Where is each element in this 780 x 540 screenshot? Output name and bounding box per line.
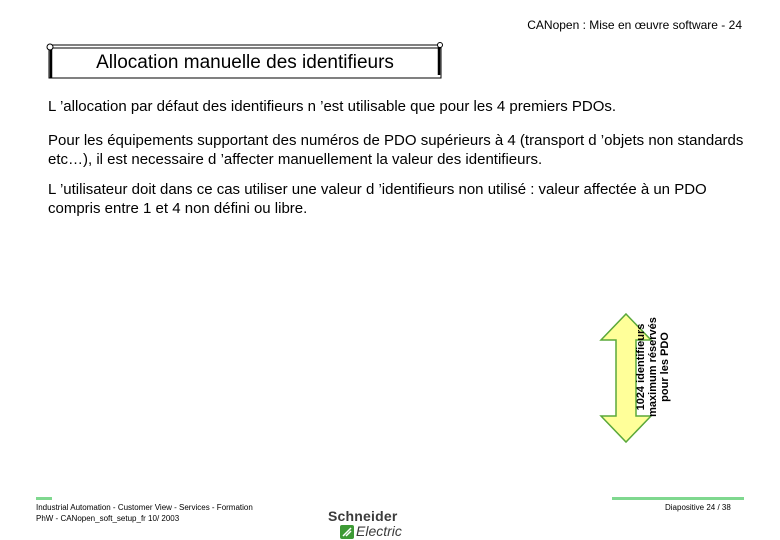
logo-mark-icon <box>340 525 354 539</box>
arrow-label-line: pour les PDO <box>659 332 671 402</box>
logo-text-bottom: Electric <box>356 523 402 539</box>
schneider-electric-logo <box>326 508 426 540</box>
paragraph-default-allocation: L ’allocation par défaut des identifieurs n ’est utilisable que pour les 4 premiers PDOs. <box>48 98 617 115</box>
arrow-label-line: maximum réservés <box>647 317 659 417</box>
footer-accent-bar-right <box>612 497 744 500</box>
arrow-label <box>635 305 671 429</box>
title-banner <box>46 42 444 80</box>
arrow-label-line: 1024 identifieurs <box>635 323 647 411</box>
paragraph-manual-allocation: Pour les équipements supportant des numéros de PDO supérieurs à 4 (transport d ’objets non standards etc…), il est necessaire d ’affecter manuellement la valeur des identifieurs. <box>48 132 744 168</box>
document-header-title: CANopen : Mise en œuvre software - 24 <box>527 18 742 32</box>
footer-course-line: Industrial Automation - Customer View - Services - Formation <box>36 503 253 512</box>
slide-title: Allocation manuelle des identifieurs <box>96 52 394 73</box>
footer-file-line: PhW - CANopen_soft_setup_fr 10/ 2003 <box>36 514 180 523</box>
footer-info <box>36 502 253 524</box>
logo-text-top: Schneider <box>328 508 398 524</box>
paragraph-user-value: L ’utilisateur doit dans ce cas utiliser une valeur d ’identifieurs non utilisé : valeur affectée à un PDO compris entre 1 et 4 non défini ou libre. <box>48 181 707 217</box>
footer-accent-bar-left <box>36 497 52 500</box>
slide-number: Diapositive 24 / 38 <box>665 503 731 512</box>
